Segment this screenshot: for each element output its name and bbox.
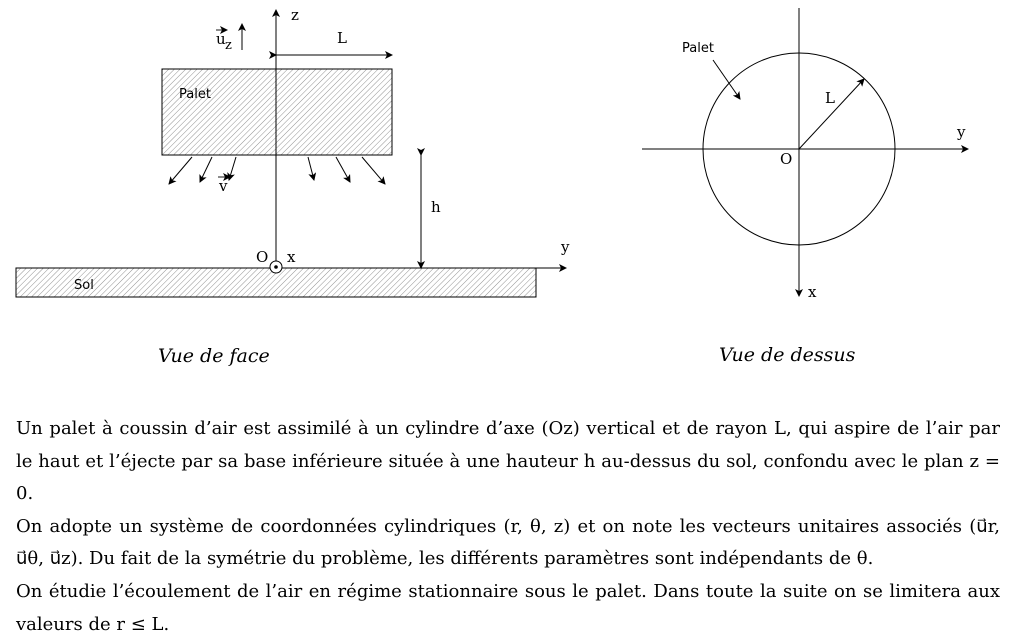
- velocity-arrow: [308, 157, 314, 180]
- velocity-arrow: [229, 157, 236, 180]
- palet-label: Palet: [179, 87, 211, 102]
- front-view: [16, 6, 570, 367]
- velocity-arrow: [362, 157, 385, 184]
- top-y-label: y: [957, 123, 966, 141]
- velocity-arrows: [169, 157, 385, 184]
- uz-label: u: [216, 30, 226, 48]
- top-palet-label: Palet: [682, 41, 714, 56]
- x-axis-label: x: [287, 248, 296, 266]
- palet-body: [162, 69, 392, 155]
- uz-subscript: z: [225, 38, 232, 53]
- velocity-arrow: [200, 157, 212, 182]
- paragraph: On étudie l’écoulement de l’air en régime stationnaire sous le palet. Dans toute la suite on se limitera aux valeurs de r ≤ L.: [16, 580, 1000, 635]
- problem-statement: [16, 413, 1000, 641]
- origin-label: O: [256, 248, 269, 266]
- h-label: h: [431, 198, 441, 216]
- paragraph: On adopte un système de coordonnées cylindriques (r, θ, z) et on note les vecteurs unitaires associés (u⃗r, u⃗θ, u⃗z). Du fait de la symétrie du problème, les différents paramètres sont indépendants de θ.: [16, 515, 1000, 570]
- sol-label: Sol: [74, 278, 94, 293]
- paragraph: Un palet à coussin d’air est assimilé à un cylindre d’axe (Oz) vertical et de rayon L, qui aspire de l’air par le haut et l’éjecte par sa base inférieure située à une hauteur h au-dessus du sol, confondu avec le plan z = 0.: [16, 418, 1000, 505]
- palet-pointer-arrow: [713, 60, 740, 99]
- velocity-arrow: [169, 157, 192, 184]
- top-origin-label: O: [780, 150, 793, 168]
- v-label: v: [219, 177, 228, 195]
- top-view: [642, 8, 968, 366]
- front-view-caption: Vue de face: [158, 345, 270, 367]
- top-view-caption: Vue de dessus: [719, 344, 856, 366]
- velocity-arrow: [336, 157, 350, 182]
- origin-dot: [274, 265, 278, 269]
- L-label: L: [337, 29, 347, 47]
- y-axis-label: y: [561, 238, 570, 256]
- radius-label: L: [825, 89, 835, 107]
- top-x-label: x: [808, 283, 817, 301]
- z-axis-label: z: [291, 6, 299, 24]
